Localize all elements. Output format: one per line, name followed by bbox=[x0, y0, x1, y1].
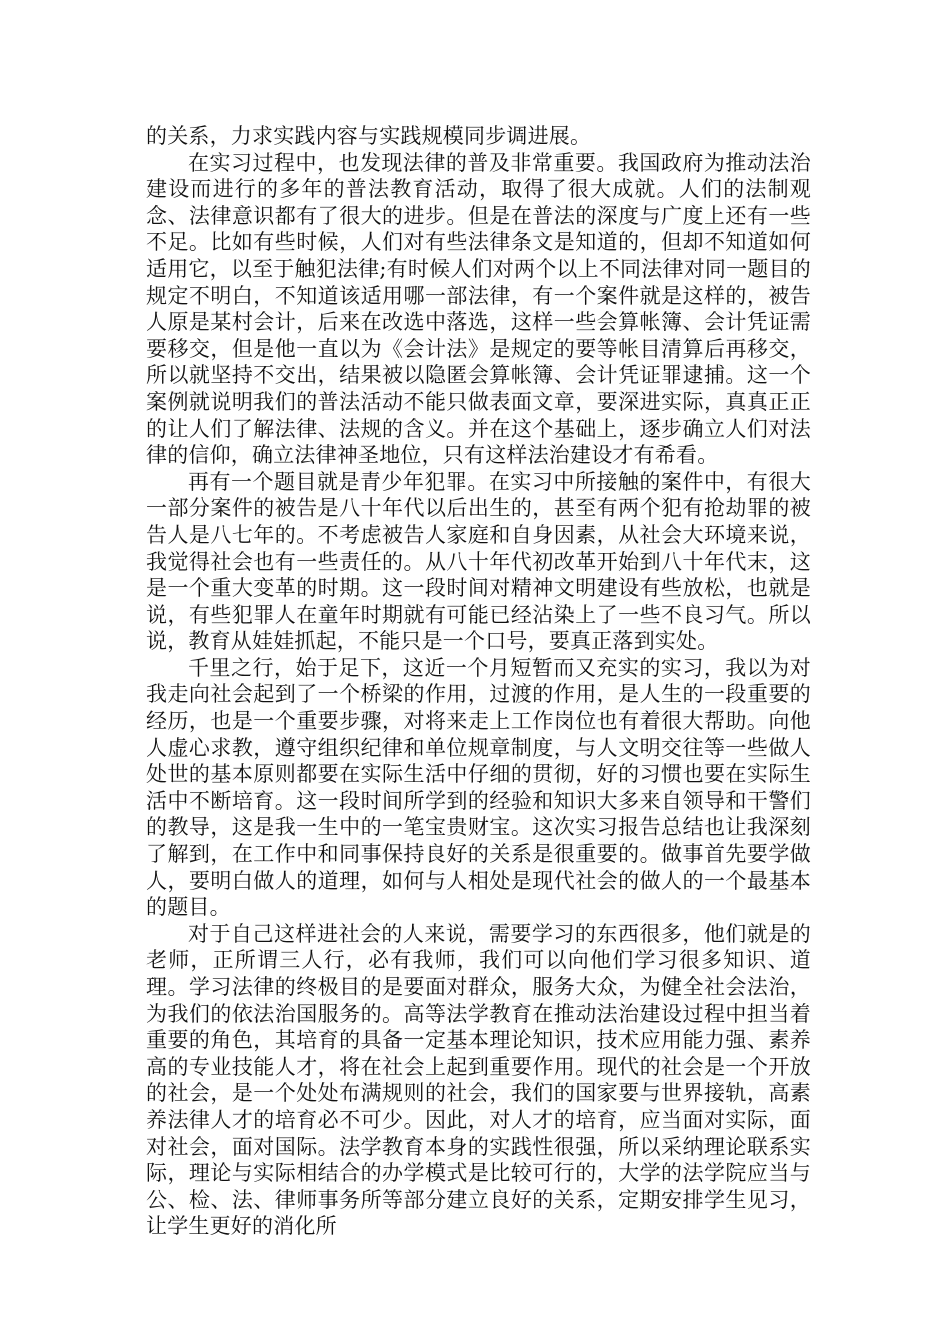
paragraph-continuation: 的关系，力求实践内容与实践规模同步调进展。 bbox=[146, 124, 592, 148]
document-body bbox=[146, 123, 811, 1240]
paragraph-legal-education: 对于自己这样进社会的人来说，需要学习的东西很多，他们就是的老师，正所谓三人行，必有我师，我们可以向他们学习很多知识、道理。学习法律的终极目的是要面对群众，服务大众，为健全社会法治，为我们的依法治国服务的。高等法学教育在推动法治建设过程中担当着重要的角色，其培育的具备一定基本理论知识，技术应用能力强、素养高的专业技能人才，将在社会上起到重要作用。现代的社会是一个开放的社会，是一个处处布满规则的社会，我们的国家要与世界接轨，高素养法律人才的培育必不可少。因此，对人才的培育，应当面对实际，面对社会，面对国际。法学教育本身的实践性很强，所以采纳理论联系实际，理论与实际相结合的办学模式是比较可行的，大学的法学院应当与公、检、法、律师事务所等部分建立良好的关系，定期安排学生见习，让学生更好的消化所 bbox=[146, 921, 811, 1239]
paragraph-juvenile-crime: 再有一个题目就是青少年犯罪。在实习中所接触的案件中，有很大一部分案件的被告是八十年代以后出生的，甚至有两个犯有抢劫罪的被告人是八七年的。不考虑被告人家庭和自身因素，从社会大环境来说，我觉得社会也有一些责任的。从八十年代初改革开始到八十年代末，这是一个重大变革的时期。这一段时间对精神文明建设有些放松，也就是说，有些犯罪人在童年时期就有可能已经沾染上了一些不良习气。所以说，教育从娃娃抓起，不能只是一个口号，要真正落到实处。 bbox=[146, 469, 811, 654]
paragraph-internship-reflection: 千里之行，始于足下，这近一个月短暂而又充实的实习，我以为对我走向社会起到了一个桥梁的作用，过渡的作用，是人生的一段重要的经历，也是一个重要步骤，对将来走上工作岗位也有着很大帮助。向他人虚心求教，遵守组织纪律和单位规章制度，与人文明交往等一些做人处世的基本原则都要在实际生活中仔细的贯彻，好的习惯也要在实际生活中不断培育。这一段时间所学到的经验和知识大多来自领导和干警们的教导，这是我一生中的一笔宝贵财宝。这次实习报告总结也让我深刻了解到，在工作中和同事保持良好的关系是很重要的。做事首先要学做人，要明白做人的道理，如何与人相处是现代社会的做人的一个最基本的题目。 bbox=[146, 655, 811, 920]
paragraph-legal-popularization: 在实习过程中，也发现法律的普及非常重要。我国政府为推动法治建设而进行的多年的普法教育活动，取得了很大成就。人们的法制观念、法律意识都有了很大的进步。但是在普法的深度与广度上还有一些不足。比如有些时候，人们对有些法律条文是知道的，但却不知道如何适用它，以至于触犯法律;有时候人们对两个以上不同法律对同一题目的规定不明白，不知道该适用哪一部法律，有一个案件就是这样的，被告人原是某村会计，后来在改选中落选，这样一些会算帐簿、会计凭证需要移交，但是他一直以为《会计法》是规定的要等帐目清算后再移交，所以就坚持不交出，结果被以隐匿会算帐簿、会计凭证罪逮捕。这一个案例就说明我们的普法活动不能只做表面文章，要深进实际，真真正正的让人们了解法律、法规的含义。并在这个基础上，逐步确立人们对法律的信仰，确立法律神圣地位，只有这样法治建设才有希看。 bbox=[146, 150, 811, 468]
